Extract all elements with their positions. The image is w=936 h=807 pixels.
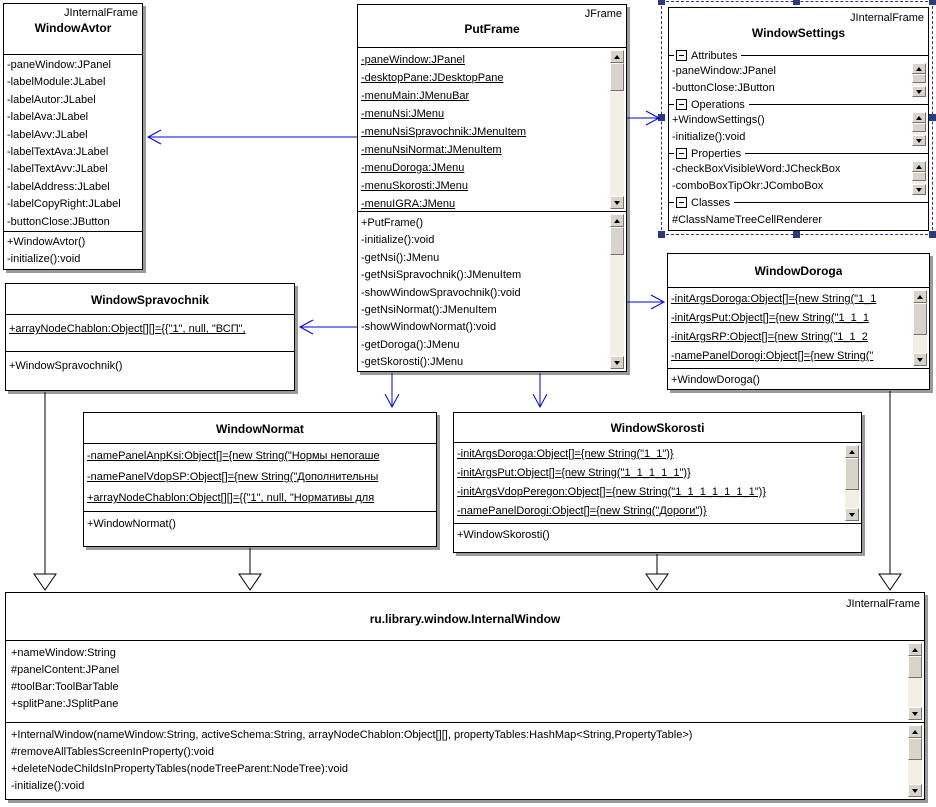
section-label: Classes: [691, 196, 731, 209]
up-arrow-icon: [614, 55, 620, 59]
member-row: -menuNsi:JMenu: [361, 108, 445, 120]
down-arrow-icon: [912, 712, 918, 716]
member-row: -getNsi():JMenu: [361, 251, 440, 264]
attributes-group: [669, 63, 928, 97]
section-separator-properties: [669, 146, 928, 161]
section-separator-classes: [669, 195, 928, 210]
scrollbar-thumb[interactable]: [610, 227, 624, 255]
scroll-down-button[interactable]: [610, 196, 624, 209]
association-putframe-to-windowsettings: [627, 111, 659, 125]
scroll-up-button[interactable]: [912, 161, 926, 172]
selection-handle[interactable]: [658, 0, 665, 5]
vertical-scrollbar[interactable]: [845, 445, 859, 521]
vertical-scrollbar[interactable]: [912, 161, 926, 195]
member-row: +WindowSettings(): [672, 114, 765, 126]
scrollbar-track[interactable]: [908, 678, 922, 707]
down-arrow-icon: [916, 139, 922, 143]
member-row: -labelAutor:JLabel: [7, 93, 96, 106]
scroll-down-button[interactable]: [912, 86, 926, 97]
open-arrowhead-icon: [300, 320, 313, 334]
member-row: -initArgsPut:Object[]={new String("1_1_1: [671, 312, 870, 324]
class-header: [668, 254, 929, 287]
up-arrow-icon: [916, 116, 922, 120]
selection-handle[interactable]: [929, 114, 936, 121]
class-box-internalwindow[interactable]: [5, 592, 925, 800]
class-name: ru.library.window.InternalWindow: [369, 612, 561, 626]
stereotype-label: JInternalFrame: [850, 12, 924, 24]
member-row: -initialize():void: [11, 780, 85, 792]
vertical-scrollbar[interactable]: [908, 643, 922, 720]
vertical-scrollbar[interactable]: [610, 50, 624, 209]
hollow-triangle-icon: [34, 574, 56, 590]
member-row: -initArgsVdopPeregon:Object[]={new String("1_1_1_1_1_1_1")}: [457, 486, 766, 498]
member-row: +WindowSkorosti(): [457, 529, 550, 541]
scrollbar-thumb[interactable]: [913, 303, 927, 335]
member-row: +arrayNodeChablon:Object[][]={{"1", null, "ВСП",: [9, 323, 246, 335]
up-arrow-icon: [916, 67, 922, 71]
member-row: -menuIGRA:JMenu: [361, 198, 456, 210]
attributes-compartment: [6, 314, 294, 351]
selection-handle[interactable]: [658, 231, 665, 238]
member-row: -paneWindow:JPanel: [7, 59, 111, 71]
class-name: WindowDoroga: [754, 264, 843, 278]
scroll-down-button[interactable]: [908, 784, 922, 797]
member-row: -initArgsDoroga:Object[]={new String("1_1: [671, 293, 877, 305]
scroll-down-button[interactable]: [610, 356, 624, 369]
member-row: -desktopPane:JDesktopPane: [361, 72, 504, 84]
down-arrow-icon: [614, 361, 620, 365]
member-row: -labelCopyRight:JLabel: [7, 198, 121, 211]
class-box-putframe[interactable]: [357, 4, 627, 372]
open-arrowhead-icon: [651, 295, 664, 309]
member-row: +InternalWindow(nameWindow:String, activeSchema:String, arrayNodeChablon:Object[][], propertyTables:HashMap<String,PropertyTable>): [11, 729, 693, 741]
vertical-scrollbar[interactable]: [908, 725, 922, 797]
scrollbar-thumb[interactable]: [908, 738, 922, 760]
selection-handle[interactable]: [658, 114, 665, 121]
member-row: -showWindowNormat():void: [361, 321, 497, 334]
scrollbar-thumb[interactable]: [845, 458, 859, 490]
selection-handle[interactable]: [929, 231, 936, 238]
member-row: -buttonClose:JButton: [672, 82, 775, 94]
down-arrow-icon: [912, 789, 918, 793]
scrollbar-thumb[interactable]: [912, 172, 926, 181]
classes-group: [669, 210, 928, 229]
operations-compartment: [454, 523, 861, 552]
class-header: [6, 593, 924, 640]
generalization-windowdoroga-to-internalwindow: [879, 391, 901, 590]
scroll-up-button[interactable]: [912, 112, 926, 123]
member-row: -getNsiSpravochnik():JMenuItem: [361, 269, 522, 282]
attributes-compartment: [358, 47, 626, 211]
class-box-windowskorosti[interactable]: [453, 412, 862, 553]
member-row: -paneWindow:JPanel: [361, 54, 465, 66]
selection-handle[interactable]: [929, 0, 936, 5]
class-header: [669, 8, 928, 48]
section-label: Attributes: [691, 49, 738, 62]
scroll-up-button[interactable]: [610, 50, 624, 63]
scroll-up-button[interactable]: [913, 290, 927, 303]
class-box-windowspravochnik[interactable]: [5, 283, 295, 391]
attributes-compartment: [84, 443, 436, 511]
up-arrow-icon: [912, 730, 918, 734]
member-row: #toolBar:ToolBarTable: [11, 681, 119, 693]
member-row: -getNsiNormat():JMenuItem: [361, 304, 497, 317]
member-row: +WindowDoroga(): [671, 374, 760, 386]
member-row: +WindowNormat(): [87, 518, 176, 530]
member-row: -labelAddress:JLabel: [7, 180, 110, 193]
member-row: -initArgsRP:Object[]={new String("1_1_2: [671, 331, 868, 343]
class-box-windowsettings[interactable]: [668, 7, 929, 231]
member-row: +deleteNodeChildsInPropertyTables(nodeTreeParent:NodeTree):void: [11, 763, 349, 775]
member-row: -menuMain:JMenuBar: [361, 90, 470, 102]
up-arrow-icon: [849, 450, 855, 454]
vertical-scrollbar[interactable]: [913, 290, 927, 366]
up-arrow-icon: [912, 648, 918, 652]
operations-group: [669, 112, 928, 146]
member-row: -namePanelDorogi:Object[]={new String(": [671, 350, 874, 362]
class-header: [454, 413, 861, 442]
scroll-down-button[interactable]: [845, 508, 859, 521]
properties-group: [669, 161, 928, 195]
scroll-up-button[interactable]: [908, 643, 922, 656]
member-row: -namePanelVdopSP:Object[]={new String("Дополнительны: [87, 471, 379, 483]
scroll-up-button[interactable]: [845, 445, 859, 458]
stereotype-label: JInternalFrame: [64, 7, 138, 19]
class-box-windowavtor[interactable]: [3, 3, 143, 270]
selection-handle[interactable]: [793, 0, 800, 5]
class-name: WindowSpravochnik: [91, 292, 209, 307]
class-name: WindowSkorosti: [610, 421, 705, 435]
scrollbar-track[interactable]: [908, 760, 922, 784]
scroll-down-button[interactable]: [908, 707, 922, 720]
member-row: -initArgsDoroga:Object[]={new String("1_1")}: [457, 448, 674, 460]
scrollbar-thumb[interactable]: [912, 74, 926, 83]
member-row: -namePanelAnpKsi:Object[]={new String("Нормы непогаше: [87, 450, 380, 462]
vertical-scrollbar[interactable]: [912, 112, 926, 146]
member-row: +splitPane:JSplitPane: [11, 698, 119, 710]
scroll-down-button[interactable]: [912, 184, 926, 195]
section-label: Operations: [691, 98, 745, 111]
open-arrowhead-icon: [148, 130, 161, 144]
association-putframe-to-windowdoroga: [627, 295, 664, 309]
operations-compartment: [6, 722, 924, 799]
down-arrow-icon: [849, 513, 855, 517]
stereotype-label: JInternalFrame: [846, 598, 920, 610]
down-arrow-icon: [916, 188, 922, 192]
member-row: -menuNsiNormat:JMenuItem: [361, 144, 502, 156]
member-row: -menuNsiSpravochnik:JMenuItem: [361, 126, 527, 138]
operations-compartment: [358, 211, 626, 371]
member-row: -labelTextAva:JLabel: [7, 146, 109, 159]
operations-compartment: [4, 231, 142, 269]
up-arrow-icon: [916, 165, 922, 169]
attributes-compartment: [6, 640, 924, 722]
member-row: +PutFrame(): [361, 217, 424, 229]
attributes-compartment: [454, 442, 861, 523]
member-row: -labelAva:JLabel: [7, 111, 89, 124]
stereotype-label: JFrame: [584, 8, 622, 20]
hollow-triangle-icon: [646, 574, 668, 590]
member-row: -initArgsPut:Object[]={new String("1_1_1_1_1")}: [457, 467, 691, 479]
down-arrow-icon: [614, 201, 620, 205]
scrollbar-thumb[interactable]: [908, 656, 922, 678]
up-arrow-icon: [614, 219, 620, 223]
section-separator-attributes: [669, 48, 928, 63]
generalization-windowskorosti-to-internalwindow: [646, 554, 668, 590]
member-row: -labelModule:JLabel: [7, 76, 106, 89]
class-header: [358, 5, 626, 47]
vertical-scrollbar[interactable]: [610, 214, 624, 369]
member-row: -menuSkorosti:JMenu: [361, 180, 468, 192]
association-putframe-to-windowavtor: [148, 130, 357, 144]
member-row: -menuDoroga:JMenu: [361, 162, 465, 174]
member-row: -initialize():void: [672, 131, 746, 143]
member-row: +arrayNodeChablon:Object[][]={{"1", null, "Нормативы для: [87, 492, 375, 504]
vertical-scrollbar[interactable]: [912, 63, 926, 97]
class-box-windownormat[interactable]: [83, 412, 437, 547]
association-putframe-to-windowspravochnik: [300, 320, 357, 334]
down-arrow-icon: [917, 358, 923, 362]
member-row: +nameWindow:String: [11, 647, 116, 659]
class-name: WindowAvtor: [34, 21, 112, 35]
scrollbar-thumb[interactable]: [610, 63, 624, 91]
member-row: #ClassNameTreeCellRenderer: [672, 214, 822, 226]
hollow-triangle-icon: [879, 574, 901, 590]
scrollbar-track[interactable]: [845, 490, 859, 508]
operations-compartment: [84, 511, 436, 546]
scroll-up-button[interactable]: [912, 63, 926, 74]
attributes-compartment: [668, 287, 929, 368]
member-row: -comboBoxTipOkr:JComboBox: [672, 180, 824, 192]
class-header: [4, 4, 142, 54]
operations-compartment: [6, 351, 294, 390]
scrollbar-track[interactable]: [610, 91, 624, 196]
class-header: [84, 413, 436, 443]
selection-handle[interactable]: [793, 231, 800, 238]
scroll-down-button[interactable]: [912, 135, 926, 146]
class-name: WindowNormat: [216, 421, 304, 436]
member-row: -getDoroga():JMenu: [361, 338, 460, 351]
scroll-up-button[interactable]: [908, 725, 922, 738]
member-row: -checkBoxVisibleWord:JCheckBox: [672, 163, 841, 175]
member-row: -labelAvv:JLabel: [7, 128, 88, 141]
down-arrow-icon: [916, 90, 922, 94]
scrollbar-track[interactable]: [610, 255, 624, 356]
member-row: #removeAllTablesScreenInProperty():void: [11, 746, 214, 758]
collapse-icon[interactable]: [676, 148, 687, 159]
open-arrowhead-icon: [385, 394, 399, 407]
generalization-windowspravochnik-to-internalwindow: [34, 392, 56, 590]
member-row: +WindowAvtor(): [7, 236, 86, 248]
member-row: -initialize():void: [361, 234, 435, 247]
association-putframe-to-windowskorosti: [533, 373, 547, 407]
up-arrow-icon: [917, 295, 923, 299]
member-row: -showWindowSpravochnik():void: [361, 286, 521, 299]
member-row: -paneWindow:JPanel: [672, 65, 776, 77]
collapse-icon[interactable]: [676, 197, 687, 208]
class-name: WindowSettings: [751, 26, 846, 40]
class-header: [6, 284, 294, 314]
attributes-compartment: [4, 54, 142, 231]
member-row: -getSkorosti():JMenu: [361, 356, 464, 369]
scroll-up-button[interactable]: [610, 214, 624, 227]
operations-compartment: [668, 368, 929, 389]
member-row: -namePanelDorogi:Object[]={new String("Дороги")}: [457, 505, 707, 517]
collapse-icon[interactable]: [676, 99, 687, 110]
association-putframe-to-windownormat: [385, 373, 399, 407]
class-box-windowdoroga[interactable]: [667, 253, 930, 390]
open-arrowhead-icon: [533, 394, 547, 407]
section-label: Properties: [691, 147, 742, 160]
member-row: +WindowSpravochnik(): [9, 360, 123, 372]
member-row: #panelContent:JPanel: [11, 664, 120, 676]
scroll-down-button[interactable]: [913, 353, 927, 366]
section-separator-operations: [669, 97, 928, 112]
member-row: -buttonClose:JButton: [7, 215, 110, 228]
member-row: -labelTextAvv:JLabel: [7, 163, 108, 176]
class-name: PutFrame: [464, 22, 520, 36]
scrollbar-track[interactable]: [913, 335, 927, 353]
scrollbar-thumb[interactable]: [912, 123, 926, 132]
member-row: -initialize():void: [7, 253, 81, 266]
hollow-triangle-icon: [239, 574, 261, 590]
generalization-windownormat-to-internalwindow: [239, 548, 261, 590]
collapse-icon[interactable]: [676, 50, 687, 61]
